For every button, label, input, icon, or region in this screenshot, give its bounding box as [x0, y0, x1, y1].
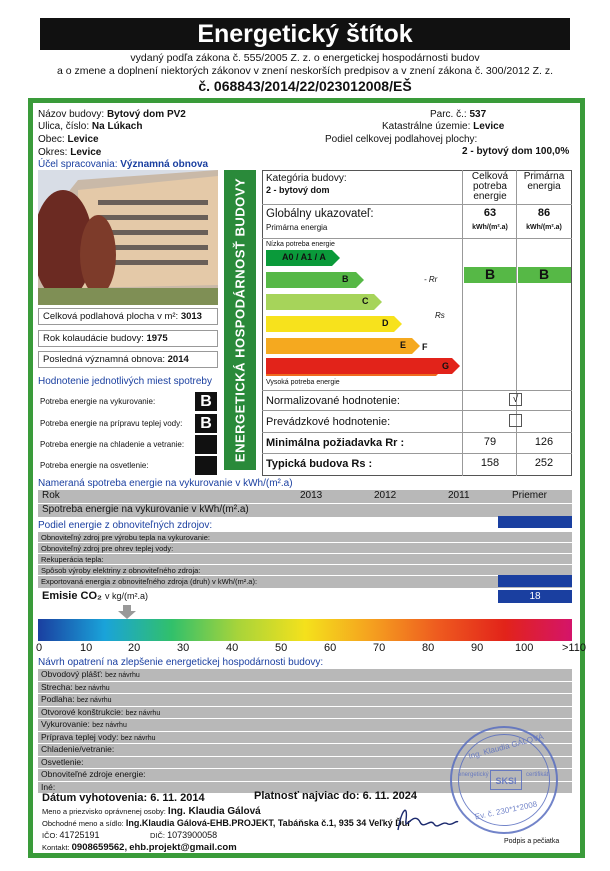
parcel-number: Parc. č.: 537: [430, 109, 487, 120]
min-primary: 126: [534, 436, 554, 448]
local-heating-grade: B: [195, 392, 217, 411]
page-title: Energetický štítok: [40, 18, 570, 50]
class-f: F: [422, 342, 428, 352]
class-b: B: [342, 274, 349, 284]
unit-primary: kWh/(m².a): [526, 224, 562, 231]
measure-row: Obnoviteľné zdroje energie:: [38, 768, 572, 781]
year-2013: 2013: [300, 490, 323, 501]
scale-40: 40: [226, 642, 239, 654]
emissions-scale-bar: [38, 619, 572, 641]
measure-row: Obvodový plášť: bez návrhu: [38, 668, 572, 681]
class-a: A0 / A1 / A: [282, 252, 326, 262]
rr-marker: - Rr: [424, 275, 438, 284]
local-lighting-label: Potreba energie na osvetlenie:: [40, 461, 149, 470]
min-total: 79: [483, 436, 497, 448]
local-heating-label: Potreba energie na vykurovanie:: [40, 397, 156, 406]
emissions-scale-labels: [0, 642, 610, 656]
measures-heading: Návrh opatrení na zlepšenie energetickej hospodárnosti budovy:: [38, 657, 324, 668]
ico: IČO: 41725191: [42, 830, 100, 840]
year-2011: 2011: [448, 490, 470, 501]
unit-total: kWh/(m².a): [472, 224, 508, 231]
local-hotwater-grade: B: [195, 414, 217, 433]
scale-70: 70: [373, 642, 386, 654]
rs-marker: Rs: [435, 311, 445, 320]
consumption-label: Spotreba energie na vykurovanie v kWh/(m².a): [42, 504, 249, 515]
year-label: Rok: [42, 490, 60, 501]
stamp-name: Ing. Klaudia GÁLOVÁ: [467, 732, 545, 761]
signature: [392, 800, 462, 840]
floor-area: Celková podlahová plocha v m²: 3013: [38, 308, 218, 325]
typ-total: 158: [480, 457, 500, 469]
renewable-value-bar: [498, 516, 572, 528]
local-hotwater-label: Potreba energie na prípravu teplej vody:: [40, 419, 183, 428]
renewable-heading: Podiel energie z obnoviteľných zdrojov:: [38, 520, 213, 531]
official-stamp: [450, 726, 558, 834]
scale-90: 90: [471, 642, 484, 654]
global-indicator-label: Globálny ukazovateľ:: [266, 208, 374, 220]
scale-30: 30: [177, 642, 190, 654]
company: Obchodné meno a sídlo: Ing.Klaudia Gálová-EHB.PROJEKT, Tabáňska č.1, 935 34 Veľký Ďur: [42, 818, 411, 828]
normalized-label: Normalizované hodnotenie:: [266, 395, 400, 407]
approval-year: Rok kolaudácie budovy: 1975: [38, 330, 218, 347]
legal-line-1: vydaný podľa zákona č. 555/2005 Z. z. o energetickej hospodárnosti budov: [130, 52, 480, 64]
measure-row: Príprava teplej vody: bez návrhu: [38, 731, 572, 744]
high-energy-label: Vysoká potreba energie: [266, 379, 340, 386]
typ-primary: 252: [534, 457, 554, 469]
scale-50: 50: [275, 642, 288, 654]
category-label: Kategória budovy:: [266, 173, 347, 184]
legal-line-2: a o zmene a doplnení niektorých zákonov v znení neskorších predpisov a v znení zákona č. 300/2012 Z. z.: [56, 65, 554, 77]
scale-100: 100: [515, 642, 534, 654]
scale-110: >110: [562, 642, 586, 654]
measure-row: Chladenie/vetranie:: [38, 743, 572, 756]
building-district: Okres: Levice: [38, 147, 102, 158]
floor-share-label: Podiel celkovej podlahovej plochy:: [325, 134, 478, 145]
global-val-primary: 86: [537, 207, 551, 219]
building-street: Ulica, číslo: Na Lúkach: [38, 121, 143, 132]
contact: Kontakt: 0908659562, ehb.projekt@gmail.com: [42, 842, 237, 853]
class-d: D: [382, 318, 389, 328]
global-indicator-sub: Primárna energia: [266, 223, 328, 232]
measured-heading: Nameraná spotreba energie na vykurovanie v kWh/(m².a): [38, 478, 293, 489]
normalized-checkbox[interactable]: √: [509, 393, 522, 406]
operational-label: Prevádzkové hodnotenie:: [266, 416, 391, 428]
local-cooling-grade: [195, 435, 217, 454]
signature-caption: Podpis a pečiatka: [504, 838, 560, 845]
emissions-label: Emisie CO₂ v kg/(m².a): [42, 590, 148, 602]
operational-checkbox[interactable]: [509, 414, 522, 427]
dic: DIČ: 1073900058: [150, 830, 218, 840]
low-energy-label: Nízka potreba energie: [266, 241, 335, 248]
grade-primary: B: [538, 266, 550, 282]
building-town: Obec: Levice: [38, 134, 99, 145]
certificate-number: č. 068843/2014/22/023012008/EŠ: [198, 78, 412, 94]
authorized-person: Meno a priezvisko oprávnenej osoby: Ing. Klaudia Gálová: [42, 806, 261, 817]
emissions-pointer-icon: [118, 605, 136, 619]
emissions-value: 18: [498, 590, 572, 603]
renewable-row-3: Rekuperácia tepla:: [41, 555, 104, 564]
year-2012: 2012: [374, 490, 397, 501]
valid-until: Platnosť najviac do: 6. 11. 2024: [254, 790, 418, 802]
measure-row: Otvorové konštrukcie: bez návrhu: [38, 706, 572, 719]
min-requirement-label: Minimálna požiadavka Rr :: [266, 437, 405, 449]
renovation-year: Posledná významná obnova: 2014: [38, 351, 218, 368]
class-g: G: [442, 361, 450, 371]
stamp-logo: SKSI: [490, 770, 522, 790]
local-cooling-label: Potreba energie na chladenie a vetranie:: [40, 440, 185, 449]
measure-row: Osvetlenie:: [38, 756, 572, 769]
vertical-energy-label: ENERGETICKÁ HOSPODÁRNOSŤ BUDOVY: [224, 170, 256, 470]
stamp-cert: certifikát: [526, 772, 549, 778]
renewable-row-5: Exportovaná energia z obnoviteľného zdroja (druh) v kWh/(m².a):: [41, 577, 258, 586]
scale-60: 60: [324, 642, 337, 654]
typical-building-label: Typická budova Rs :: [266, 458, 373, 470]
scale-0: 0: [36, 642, 43, 654]
global-val-total: 63: [483, 207, 497, 219]
building-name: Názov budovy: Bytový dom PV2: [38, 109, 186, 120]
scale-10: 10: [80, 642, 93, 654]
grade-total: B: [484, 266, 496, 282]
class-e: E: [400, 340, 407, 350]
scale-20: 20: [128, 642, 141, 654]
class-c: C: [362, 296, 369, 306]
category-value: 2 - bytový dom: [266, 185, 330, 195]
measure-row: Vykurovanie: bez návrhu: [38, 718, 572, 731]
local-lighting-grade: [195, 456, 217, 475]
cadastre: Katastrálne územie: Levice: [382, 121, 505, 132]
renewable-row-2: Obnoviteľný zdroj pre ohrev teplej vody:: [41, 544, 174, 553]
measure-row: Podlaha: bez návrhu: [38, 693, 572, 706]
stamp-code: Ev. č. 230*1*2008: [474, 799, 538, 822]
col-primary-energy: Primárna energia: [523, 171, 565, 192]
col-total-energy: Celková potreba energie: [471, 171, 509, 202]
scale-80: 80: [422, 642, 435, 654]
renewable-row-4: Spôsob výroby elektriny z obnoviteľného zdroja:: [41, 566, 201, 575]
issue-date: Dátum vyhotovenia: 6. 11. 2014: [42, 792, 205, 804]
stamp-sub: energetický: [458, 772, 489, 778]
processing-purpose: Účel spracovania: Významná obnova: [38, 159, 209, 170]
measure-row: Strecha: bez návrhu: [38, 681, 572, 694]
measure-row: Iné:: [38, 781, 572, 794]
year-average: Priemer: [512, 490, 548, 501]
floor-share-value: 2 - bytový dom 100,0%: [462, 146, 570, 157]
renewable-row-1: Obnoviteľný zdroj pre výrobu tepla na vykurovanie:: [41, 533, 210, 542]
building-photo: [38, 170, 218, 305]
local-heading: Hodnotenie jednotlivých miest spotreby: [38, 376, 212, 387]
